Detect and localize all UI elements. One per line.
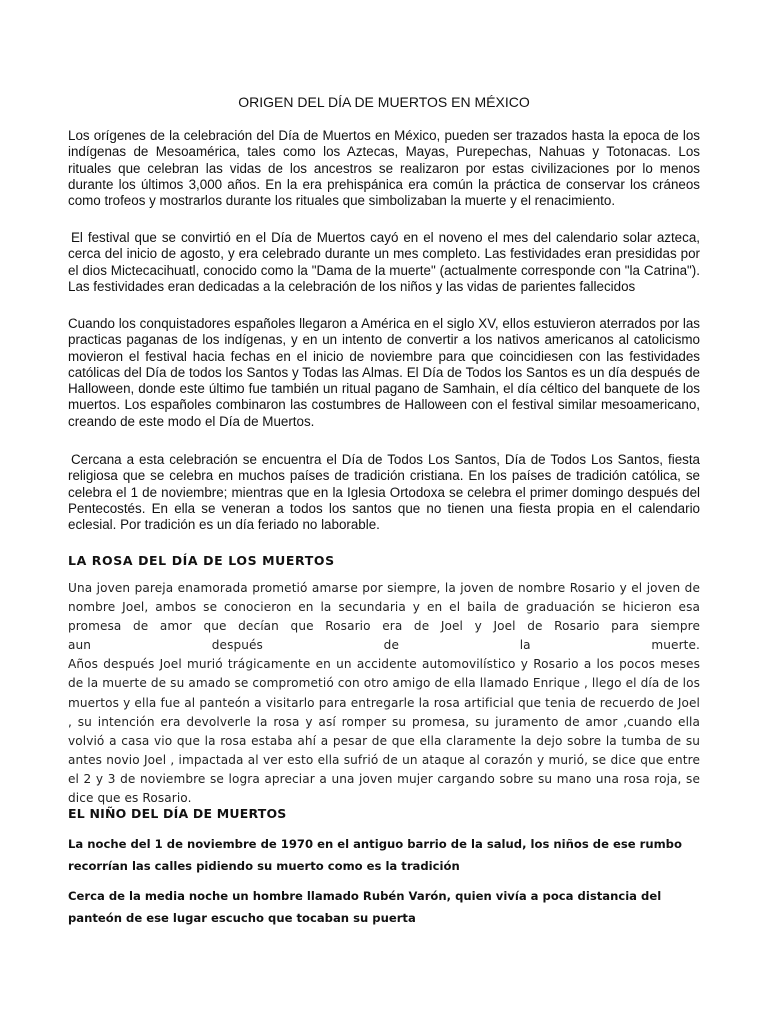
story-rosa-body: Años después Joel murió trágicamente en un accidente automovilístico y Rosario a los pocos meses de la muerte de su amado se comprometió con otro amigo de ella llamado Enrique , llego el día de los muertos y ella fue al panteón a visitarlo para entregarle la rosa artificial que tenia de recuerdo de Joel , su intención era devolverle la rosa y así romper su promesa, su juramento de amor ,cuando ella volvió a casa vio que la rosa estaba ahí a pesar de que ella claramente la dejo sobre la tumba de su antes novio Joel , impactada al ver esto ella sufrió de un ataque al corazón y murió, se dice que entre el 2 y 3 de noviembre se logra apreciar a una joven mujer cargando sobre su mano una rosa roja, se dice que es Rosario. [68, 657, 700, 806]
section-heading-nino: EL NIÑO DEL DÍA DE MUERTOS [68, 806, 287, 821]
story-rosa-lead: Una joven pareja enamorada prometió amarse por siempre, la joven de nombre Rosario y el joven de nombre Joel, ambos se conocieron en la secundaria y en el baila de graduación se hicieron esa promesa de amor que decían que Rosario era de Joel y Joel de Rosario para siempre [68, 581, 700, 634]
section-heading-rosa: LA ROSA DEL DÍA DE LOS MUERTOS [68, 553, 335, 568]
paragraph-spanish-conquest: Cuando los conquistadores españoles llegaron a América en el siglo XV, ellos estuvieron aterrados por las practicas paganas de los indígenas, y en un intento de convertir a los nativos americanos al catolicismo movieron el festival hacia fechas en el inicio de noviembre para que coincidiesen con las festividades católicas del Día de todos los Santos y Todas las Almas. El Día de Todos los Santos es un día después de Halloween, donde este último fue también un ritual pagano de Samhain, el día céltico del banquete de los muertos. Los españoles combinaron las costumbres de Halloween con el festival similar mesoamericano, creando de este modo el Día de Muertos. [68, 316, 700, 429]
paragraph-origins: Los orígenes de la celebración del Día de Muertos en México, pueden ser trazados hasta la epoca de los indígenas de Mesoamérica, tales como los Aztecas, Mayas, Purepechas, Nahuas y Totonacas. Los rituales que celebran las vidas de los ancestros se realizaron por estas civilizaciones por lo menos durante los últimos 3,000 años. En la era prehispánica era común la práctica de conservar los cráneos como trofeos y mostrarlos durante los rituales que simbolizaban la muerte y el renacimiento. [68, 128, 700, 209]
story-nino-paragraph-1: La noche del 1 de noviembre de 1970 en el antiguo barrio de la salud, los niños de ese rumbo recorrían las calles pidiendo su muerto como es la tradición [68, 837, 682, 873]
story-rosa-last-line: aun después de la muerte. [68, 638, 700, 653]
story-nino-paragraph-2: Cerca de la media noche un hombre llamado Rubén Varón, quien vivía a poca distancia del panteón de ese lugar escucho que tocaban su puerta [68, 889, 662, 925]
paragraph-aztec-festival: El festival que se convirtió en el Día de Muertos cayó en el noveno el mes del calendario solar azteca, cerca del inicio de agosto, y era celebrado durante un mes completo. Las festividades eran presididas por el dios Mictecacihuatl, conocido como la "Dama de la muerte" (actualmente corresponde con "la Catrina"). Las festividades eran dedicadas a la celebración de los niños y las vidas de parientes fallecidos [68, 230, 700, 294]
story-rosa [68, 579, 700, 808]
paragraph-todos-santos: Cercana a esta celebración se encuentra el Día de Todos Los Santos, Día de Todos Los Santos, fiesta religiosa que se celebra en muchos países de tradición cristiana. En los países de tradición católica, se celebra el 1 de noviembre; mientras que en la Iglesia Ortodoxa se celebra el primer domingo después del Pentecostés. En ella se veneran a todos los santos que no tienen una fiesta propia en el calendario eclesial. Por tradición es un día feriado no laborable. [68, 452, 700, 533]
document-title: ORIGEN DEL DÍA DE MUERTOS EN MÉXICO [238, 94, 530, 110]
